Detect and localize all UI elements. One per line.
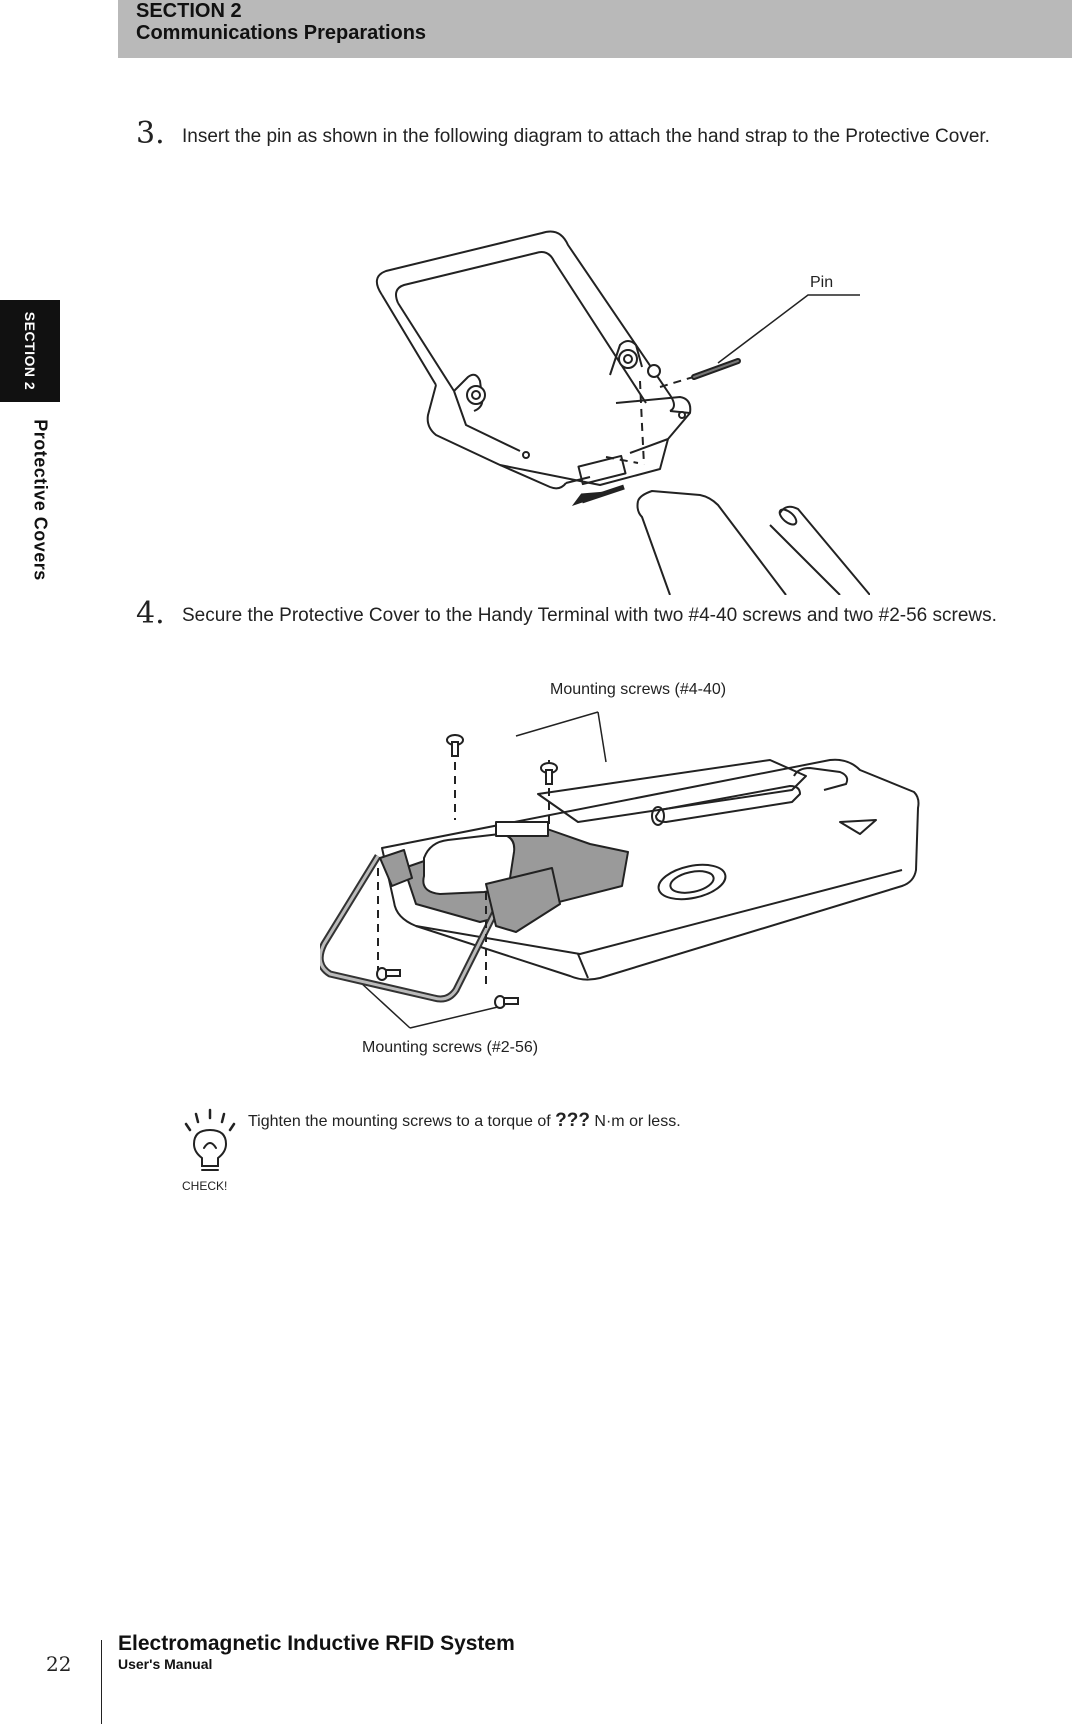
side-section-label: Protective Covers bbox=[30, 419, 51, 581]
step-3-number: 3. bbox=[136, 116, 165, 151]
side-tab-label: SECTION 2 bbox=[22, 311, 38, 391]
page-number: 22 bbox=[46, 1652, 72, 1676]
footer-divider bbox=[101, 1640, 102, 1724]
step-3-text: Insert the pin as shown in the following diagram to attach the hand strap to the Protective Cover. bbox=[182, 126, 990, 147]
footer-title: Electromagnetic Inductive RFID System bbox=[118, 1632, 515, 1655]
header-title: Communications Preparations bbox=[136, 22, 427, 44]
check-text-before: Tighten the mounting screws to a torque of bbox=[248, 1113, 556, 1130]
torque-value: ??? bbox=[555, 1110, 590, 1131]
check-text-after: N·m or less. bbox=[589, 1113, 681, 1130]
step-4-text: Secure the Protective Cover to the Handy Terminal with two #4-40 screws and two #2-56 screws. bbox=[182, 605, 997, 626]
check-icon-label: CHECK! bbox=[182, 1179, 228, 1193]
top-screws-label: Mounting screws (#4-40) bbox=[550, 681, 727, 698]
step-4-number: 4. bbox=[136, 596, 165, 631]
pin-insertion-diagram bbox=[370, 225, 870, 595]
bottom-screws-label: Mounting screws (#2-56) bbox=[362, 1039, 539, 1056]
check-note bbox=[248, 1110, 681, 1132]
footer-subtitle: User's Manual bbox=[118, 1656, 213, 1672]
check-lightbulb-icon bbox=[180, 1108, 240, 1194]
header-section: SECTION 2 bbox=[136, 0, 242, 22]
mounting-screws-diagram bbox=[320, 672, 930, 1072]
pin-label: Pin bbox=[810, 274, 834, 291]
